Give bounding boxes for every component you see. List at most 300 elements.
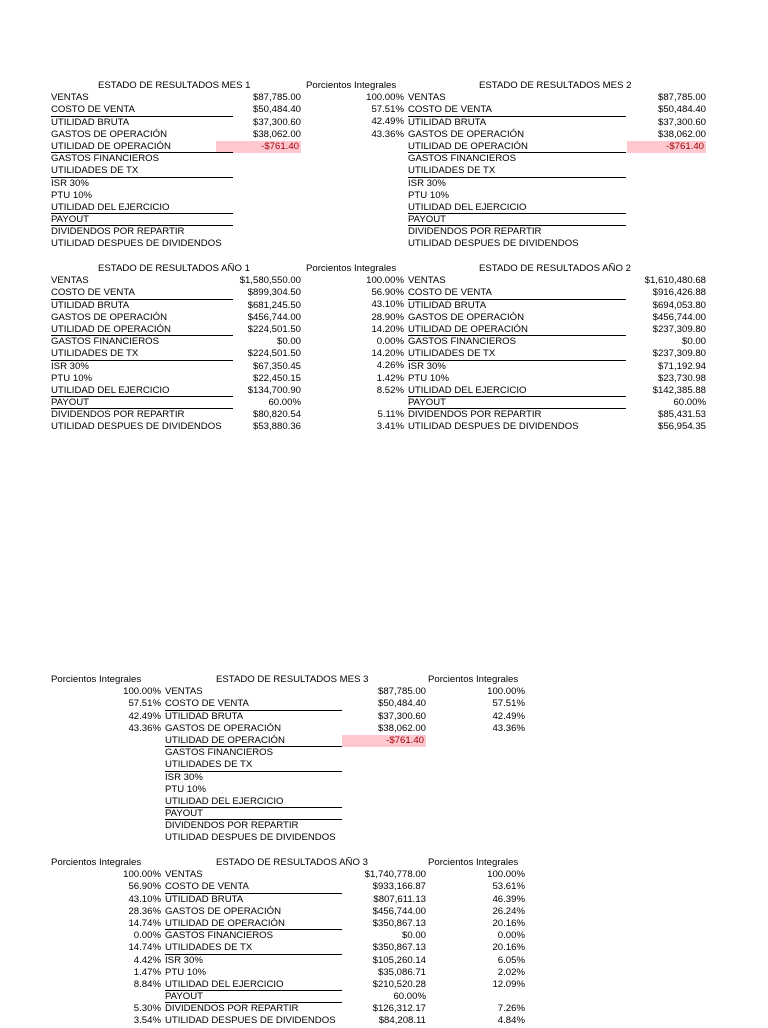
statement-row	[51, 141, 301, 153]
row-label: UTILIDAD DE OPERACIÓN	[408, 323, 528, 335]
statement-row	[51, 686, 525, 698]
statement-title: ESTADO DE RESULTADOS AÑO 1	[98, 263, 250, 274]
row-value: $53,880.36	[252, 421, 301, 433]
statement-mes1	[51, 80, 301, 251]
row-label: UTILIDAD BRUTA	[165, 893, 244, 905]
porcientos-integrales-header: Porcientos Integrales	[306, 80, 397, 91]
statement-row	[408, 202, 706, 214]
row-value: $50,484.40	[252, 104, 301, 116]
row-percentage: 20.16%	[492, 942, 525, 954]
row-value: $84,208.11	[378, 1015, 426, 1027]
row-value: $694,053.80	[652, 299, 706, 311]
statement-row	[408, 104, 706, 116]
row-percentage: 100.00%	[487, 869, 525, 881]
statement-row	[51, 92, 301, 104]
row-label: DIVIDENDOS POR REPARTIR	[165, 820, 299, 832]
row-label: VENTAS	[51, 275, 89, 287]
row-percentage-prev: 14.74%	[128, 917, 161, 929]
row-value: $807,611.13	[373, 893, 426, 905]
row-percentage-prev: 28.36%	[128, 905, 161, 917]
row-value: $1,610,480.68	[644, 275, 706, 287]
row-label: UTILIDAD DEL EJERCICIO	[165, 978, 284, 990]
row-label: PAYOUT	[408, 397, 447, 409]
statement-ano1	[51, 263, 301, 434]
pct-cell-row	[306, 92, 404, 104]
row-label: UTILIDADES DE TX	[408, 165, 496, 177]
statement-row	[51, 869, 525, 881]
statement-row	[51, 772, 525, 784]
statement-mes3	[51, 674, 525, 845]
statement-title: ESTADO DE RESULTADOS AÑO 2	[479, 263, 631, 274]
row-percentage: 100.00%	[487, 686, 525, 698]
porcientos-integrales-header: Porcientos Integrales	[428, 857, 519, 868]
statement-row	[408, 385, 706, 397]
statement-row	[408, 275, 706, 287]
row-label: UTILIDADES DE TX	[165, 759, 253, 771]
statement-row	[408, 361, 706, 373]
porcientos-integrales-header: Porcientos Integrales	[428, 674, 519, 685]
row-label: UTILIDAD BRUTA	[408, 116, 487, 128]
row-label: UTILIDADES DE TX	[165, 942, 253, 954]
row-label: ISR 30%	[165, 954, 203, 966]
row-value: $87,785.00	[252, 92, 301, 104]
row-percentage: 43.36%	[371, 128, 404, 140]
row-percentage: 4.26%	[376, 360, 404, 372]
statement-ano2-header	[408, 263, 706, 275]
statement-row	[408, 287, 706, 299]
statement-row	[51, 820, 525, 832]
statement-mes2-header	[408, 80, 706, 92]
row-label: ISR 30%	[51, 177, 89, 189]
row-value: $35,086.71	[377, 966, 426, 978]
statement-row	[51, 373, 301, 385]
row-percentage: 42.49%	[371, 116, 404, 128]
row-value: $22,450.15	[252, 372, 301, 384]
row-label: UTILIDADES DE TX	[408, 348, 496, 360]
row-label: GASTOS DE OPERACIÓN	[51, 311, 168, 323]
row-value: 60.00%	[673, 397, 706, 409]
statement-row	[51, 361, 301, 373]
row-label: UTILIDAD DEL EJERCICIO	[51, 201, 170, 213]
ano1-rows	[51, 275, 301, 433]
row-percentage-prev: 43.10%	[128, 893, 161, 905]
statement-row	[408, 153, 706, 165]
statement-row	[51, 747, 525, 759]
row-percentage-prev: 1.47%	[133, 966, 161, 978]
row-label: UTILIDAD DESPUES DE DIVIDENDOS	[51, 421, 222, 433]
row-percentage: 14.20%	[371, 348, 404, 360]
row-value: $456,744.00	[652, 311, 706, 323]
row-value: $105,260.14	[372, 954, 426, 966]
row-value: $37,300.60	[252, 116, 301, 128]
row-percentage-prev: 0.00%	[133, 930, 161, 942]
row-percentage-prev: 57.51%	[128, 698, 161, 710]
row-label: GASTOS DE OPERACIÓN	[165, 722, 282, 734]
row-percentage-prev: 100.00%	[123, 686, 161, 698]
row-percentage: 8.52%	[376, 384, 404, 396]
statement-row	[408, 421, 706, 433]
row-label: UTILIDAD DE OPERACIÓN	[165, 917, 285, 929]
row-value: $50,484.40	[657, 104, 706, 116]
row-value: $681,245.50	[247, 299, 301, 311]
statement-row	[408, 324, 706, 336]
row-value: $237,309.80	[652, 323, 706, 335]
row-label: PTU 10%	[165, 783, 207, 795]
row-percentage-prev: 56.90%	[128, 881, 161, 893]
row-value: -$761.40	[342, 735, 426, 747]
row-value: $23,730.98	[657, 372, 706, 384]
pct-cell-row	[306, 324, 404, 336]
row-label: ISR 30%	[408, 360, 446, 372]
pct-cell-row	[306, 116, 404, 128]
row-value: $37,300.60	[377, 710, 426, 722]
statement-row	[51, 421, 301, 433]
row-percentage: 0.00%	[376, 335, 404, 347]
row-percentage: 12.09%	[492, 978, 525, 990]
row-label: GASTOS FINANCIEROS	[165, 747, 274, 759]
statement-row	[51, 711, 525, 723]
row-value: $37,300.60	[657, 116, 706, 128]
pct-cell-row	[306, 312, 404, 324]
row-label: UTILIDAD DE OPERACIÓN	[51, 140, 171, 152]
row-percentage: 6.05%	[497, 954, 525, 966]
mes1-pct-column	[306, 92, 404, 250]
row-label: GASTOS DE OPERACIÓN	[408, 311, 525, 323]
statement-row	[51, 723, 525, 735]
statement-row	[51, 1015, 525, 1027]
pct-cell-row	[306, 141, 404, 153]
statement-row	[51, 881, 525, 893]
statement-row	[51, 190, 301, 202]
row-value: $899,304.50	[247, 287, 301, 299]
row-value: $210,520.28	[372, 978, 426, 990]
statement-row	[51, 178, 301, 190]
row-label: COSTO DE VENTA	[408, 287, 492, 299]
statement-row	[51, 784, 525, 796]
pct-cell-row	[306, 336, 404, 348]
statement-ano2	[408, 263, 706, 434]
row-value: $38,062.00	[657, 128, 706, 140]
row-label: UTILIDAD DE OPERACIÓN	[51, 323, 171, 335]
statement-row	[51, 214, 301, 226]
row-percentage: 20.16%	[492, 917, 525, 929]
statement-row	[408, 92, 706, 104]
row-value: $456,744.00	[372, 905, 426, 917]
pct-cell-row	[306, 409, 404, 421]
row-label: ISR 30%	[165, 771, 203, 783]
row-percentage-prev: 14.74%	[128, 942, 161, 954]
row-percentage: 100.00%	[366, 275, 404, 286]
statement-row	[51, 955, 525, 967]
row-percentage: 43.36%	[492, 722, 525, 734]
pct-cell-row	[306, 190, 404, 202]
row-percentage-prev: 42.49%	[128, 710, 161, 722]
statement-row	[51, 832, 525, 844]
row-label: DIVIDENDOS POR REPARTIR	[408, 409, 542, 421]
row-percentage-prev: 3.54%	[133, 1015, 161, 1027]
row-label: VENTAS	[51, 92, 89, 104]
row-value: $80,820.54	[252, 409, 301, 421]
statement-ano1-header	[51, 263, 301, 275]
row-percentage: 43.10%	[371, 299, 404, 311]
row-label: UTILIDAD DESPUES DE DIVIDENDOS	[51, 238, 222, 250]
statement-row	[51, 275, 301, 287]
row-value: 60.00%	[393, 991, 426, 1003]
statement-row	[408, 190, 706, 202]
row-percentage: 7.26%	[497, 1003, 525, 1015]
pct-cell-row	[306, 348, 404, 360]
row-label: VENTAS	[408, 275, 446, 287]
row-value: $0.00	[276, 336, 301, 348]
row-label: UTILIDAD BRUTA	[165, 710, 244, 722]
pct-cell-row	[306, 385, 404, 397]
statement-row	[408, 117, 706, 129]
row-percentage: 2.02%	[497, 966, 525, 978]
row-percentage-prev: 100.00%	[123, 869, 161, 881]
statement-row	[408, 141, 706, 153]
row-label: COSTO DE VENTA	[408, 104, 492, 116]
row-value: $933,166.87	[372, 881, 426, 893]
row-label: COSTO DE VENTA	[165, 881, 249, 893]
pct-cell-row	[306, 202, 404, 214]
row-label: ISR 30%	[408, 177, 446, 189]
statement-ano3-header	[51, 857, 525, 869]
row-label: UTILIDAD BRUTA	[51, 116, 130, 128]
statement-mes2	[408, 80, 706, 251]
row-value: $126,312.17	[372, 1003, 426, 1015]
statement-title: ESTADO DE RESULTADOS MES 1	[98, 80, 251, 91]
row-label: COSTO DE VENTA	[51, 287, 135, 299]
statement-row	[51, 942, 525, 954]
statement-row	[51, 238, 301, 250]
row-value: $56,954.35	[657, 421, 706, 433]
statement-row	[408, 348, 706, 360]
row-label: DIVIDENDOS POR REPARTIR	[165, 1003, 299, 1015]
row-value: $224,501.50	[247, 323, 301, 335]
statement-row	[408, 373, 706, 385]
row-percentage: 57.51%	[371, 104, 404, 116]
row-value: $350,867.13	[372, 942, 426, 954]
statement-row	[51, 153, 301, 165]
statement-row	[408, 238, 706, 250]
statement-row	[51, 906, 525, 918]
statement-row	[51, 796, 525, 808]
row-value: $1,740,778.00	[364, 869, 426, 881]
row-value: $350,867.13	[372, 917, 426, 929]
row-label: GASTOS DE OPERACIÓN	[408, 128, 525, 140]
statement-row	[408, 336, 706, 348]
statement-row	[408, 165, 706, 177]
row-label: GASTOS DE OPERACIÓN	[51, 128, 168, 140]
statement-mes1-header	[51, 80, 301, 92]
row-percentage: 5.11%	[377, 409, 404, 421]
row-percentage: 53.61%	[492, 881, 525, 893]
statement-row	[51, 104, 301, 116]
statement-row	[51, 808, 525, 820]
row-label: UTILIDAD DEL EJERCICIO	[408, 201, 527, 213]
row-value: $38,062.00	[377, 722, 426, 734]
row-label: UTILIDAD DESPUES DE DIVIDENDOS	[165, 832, 336, 844]
statement-row	[408, 312, 706, 324]
row-label: PTU 10%	[51, 189, 93, 201]
row-label: GASTOS FINANCIEROS	[51, 336, 160, 348]
statement-row	[51, 336, 301, 348]
row-value: $142,385.88	[652, 384, 706, 396]
row-percentage: 0.00%	[497, 930, 525, 942]
row-percentage-prev: 8.84%	[133, 978, 161, 990]
pct-cell-row	[306, 397, 404, 409]
row-label: PTU 10%	[408, 372, 450, 384]
statement-row	[408, 300, 706, 312]
statement-row	[408, 178, 706, 190]
statement-mes3-header	[51, 674, 525, 686]
statement-row	[408, 226, 706, 238]
statement-row	[51, 735, 525, 747]
statement-row	[408, 214, 706, 226]
row-label: UTILIDAD BRUTA	[408, 299, 487, 311]
statement-row	[408, 397, 706, 409]
ano1-pct-column	[306, 275, 404, 433]
row-percentage-prev: 5.30%	[133, 1003, 161, 1015]
pct-cell-row	[306, 214, 404, 226]
statement-title: ESTADO DE RESULTADOS MES 2	[479, 80, 632, 91]
pct-cell-row	[306, 238, 404, 250]
row-percentage: 100.00%	[366, 92, 404, 103]
pct-cell-row	[306, 373, 404, 385]
pct-cell-row	[306, 165, 404, 177]
row-label: UTILIDADES DE TX	[51, 348, 139, 360]
statement-row	[51, 894, 525, 906]
pct-cell-row	[306, 360, 404, 372]
row-value: -$761.40	[216, 141, 301, 153]
row-label: GASTOS DE OPERACIÓN	[165, 905, 282, 917]
statement-row	[51, 397, 301, 409]
row-percentage: 56.90%	[371, 287, 404, 299]
row-percentage-prev: 43.36%	[128, 722, 161, 734]
statement-row	[51, 202, 301, 214]
pct-cell-row	[306, 226, 404, 238]
statement-row	[51, 300, 301, 312]
row-percentage: 3.41%	[376, 421, 404, 433]
row-value: $67,350.45	[252, 360, 301, 372]
row-label: COSTO DE VENTA	[51, 104, 135, 116]
row-percentage: 1.42%	[376, 372, 404, 384]
row-label: DIVIDENDOS POR REPARTIR	[51, 226, 185, 238]
row-label: PAYOUT	[165, 808, 204, 820]
row-label: UTILIDAD DESPUES DE DIVIDENDOS	[408, 421, 579, 433]
pct-cell-row	[306, 177, 404, 189]
row-label: PTU 10%	[165, 966, 207, 978]
row-value: $1,580,550.00	[239, 275, 301, 287]
row-label: PAYOUT	[408, 214, 447, 226]
row-label: DIVIDENDOS POR REPARTIR	[408, 226, 542, 238]
row-label: UTILIDAD DESPUES DE DIVIDENDOS	[165, 1015, 336, 1027]
pct-cell-row	[306, 299, 404, 311]
row-label: UTILIDAD DEL EJERCICIO	[165, 795, 284, 807]
row-value: $0.00	[401, 930, 426, 942]
statement-row	[51, 385, 301, 397]
row-label: VENTAS	[165, 686, 203, 698]
row-label: GASTOS FINANCIEROS	[51, 153, 160, 165]
row-value: $85,431.53	[657, 409, 706, 421]
row-label: PAYOUT	[165, 991, 204, 1003]
statement-row	[51, 930, 525, 942]
ano2-rows	[408, 275, 706, 433]
statement-row	[51, 991, 525, 1003]
row-label: COSTO DE VENTA	[165, 698, 249, 710]
porcientos-integrales-header: Porcientos Integrales	[51, 857, 142, 868]
pct-cell-row	[306, 153, 404, 165]
row-percentage: 14.20%	[371, 323, 404, 335]
statement-row	[51, 698, 525, 710]
statement-row	[51, 165, 301, 177]
row-label: PTU 10%	[51, 372, 93, 384]
row-value: -$761.40	[627, 141, 706, 153]
porcientos-integrales-header: Porcientos Integrales	[51, 674, 142, 685]
statement-row	[51, 117, 301, 129]
row-label: VENTAS	[165, 869, 203, 881]
statement-title: ESTADO DE RESULTADOS MES 3	[216, 674, 369, 685]
statement-row	[51, 967, 525, 979]
row-percentage: 46.39%	[492, 893, 525, 905]
pct-cell-row	[306, 129, 404, 141]
statement-row	[51, 324, 301, 336]
mes2-rows	[408, 92, 706, 250]
row-value: $71,192.94	[657, 360, 706, 372]
row-label: UTILIDADES DE TX	[51, 165, 139, 177]
row-label: GASTOS FINANCIEROS	[165, 930, 274, 942]
row-value: $237,309.80	[652, 348, 706, 360]
row-value: $456,744.00	[247, 311, 301, 323]
pct-cell-row	[306, 275, 404, 287]
row-label: GASTOS FINANCIEROS	[408, 336, 517, 348]
statement-row	[51, 979, 525, 991]
row-percentage: 28.90%	[371, 311, 404, 323]
pct-cell-row	[306, 421, 404, 433]
row-percentage: 57.51%	[492, 698, 525, 710]
row-percentage: 42.49%	[492, 710, 525, 722]
statement-row	[51, 287, 301, 299]
row-label: DIVIDENDOS POR REPARTIR	[51, 409, 185, 421]
statement-row	[51, 918, 525, 930]
row-value: $0.00	[681, 336, 706, 348]
ano3-rows	[51, 869, 525, 1027]
statement-row	[408, 129, 706, 141]
row-value: $38,062.00	[252, 128, 301, 140]
row-label: UTILIDAD DEL EJERCICIO	[408, 384, 527, 396]
pct-cell-row	[306, 287, 404, 299]
row-percentage: 26.24%	[492, 905, 525, 917]
row-value: $916,426.88	[652, 287, 706, 299]
mes3-rows	[51, 686, 525, 844]
statement-row	[51, 1003, 525, 1015]
row-label: PTU 10%	[408, 189, 450, 201]
mes1-rows	[51, 92, 301, 250]
row-label: UTILIDAD BRUTA	[51, 299, 130, 311]
row-value: $134,700.90	[247, 384, 301, 396]
row-value: $50,484.40	[377, 698, 426, 710]
row-percentage: 4.84%	[497, 1015, 525, 1027]
row-label: UTILIDAD DESPUES DE DIVIDENDOS	[408, 238, 579, 250]
row-label: GASTOS FINANCIEROS	[408, 153, 517, 165]
statement-row	[51, 129, 301, 141]
row-label: PAYOUT	[51, 397, 90, 409]
row-label: UTILIDAD DE OPERACIÓN	[165, 734, 285, 746]
statement-row	[51, 759, 525, 771]
row-value: $224,501.50	[247, 348, 301, 360]
statement-row	[408, 409, 706, 421]
row-value: 60.00%	[268, 397, 301, 409]
